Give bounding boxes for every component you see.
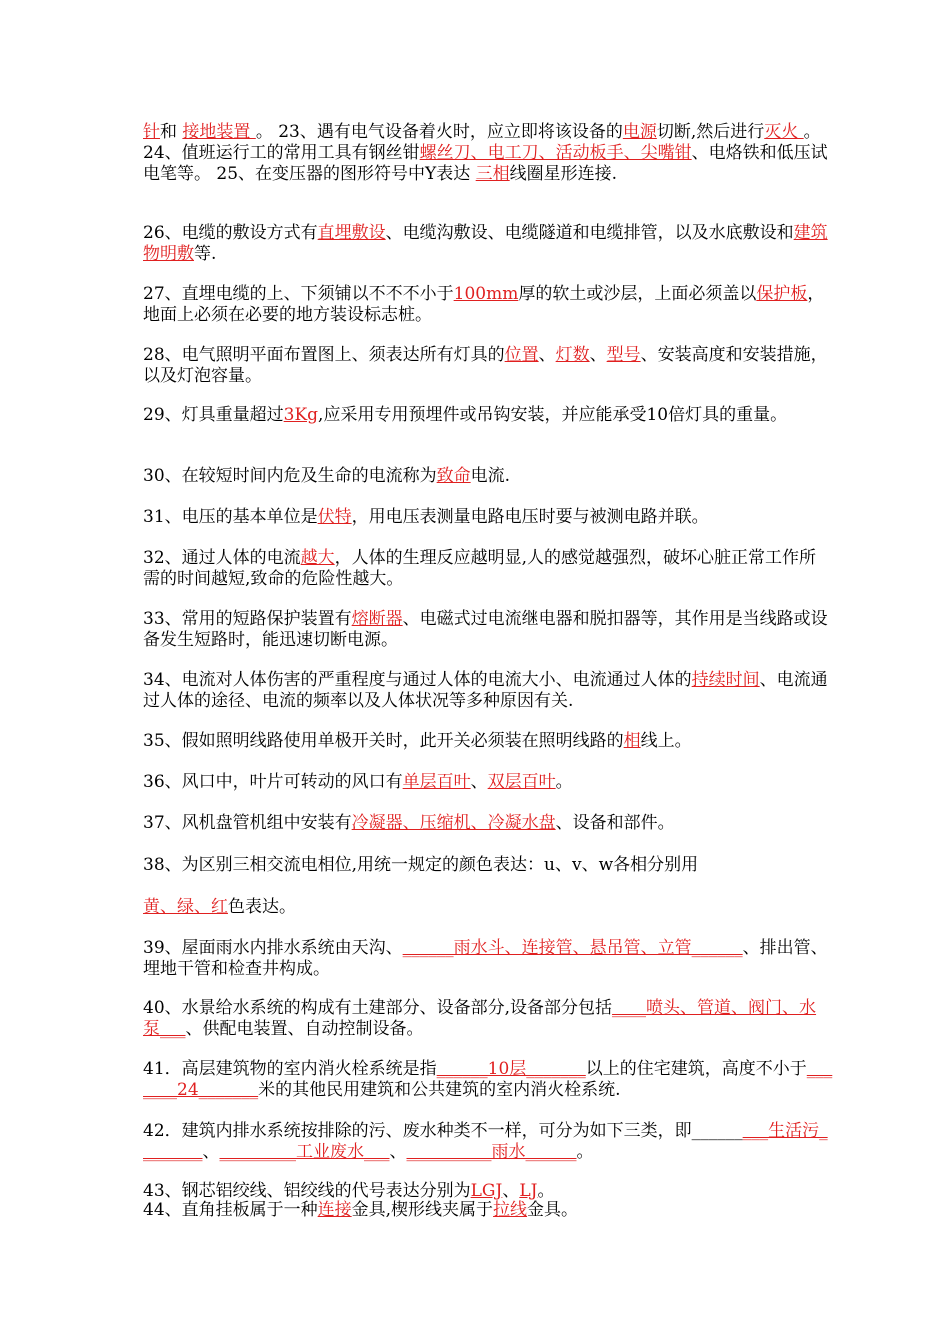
answer-text: ______雨水斗、连接管、悬吊管、立管______ <box>402 938 743 958</box>
question-text: 、排出管、埋地干管和检查井构成。 <box>143 938 828 979</box>
question-text: 。 24、值班运行工的常用工具有钢丝钳 <box>143 122 821 163</box>
question-text: 43、钢芯铝绞线、铝绞线的代号表达分别为 <box>143 1181 471 1201</box>
question-text: 37、风机盘管机组中安装有 <box>143 813 352 833</box>
answer-text: ____喷头、管道、阀门、水泵___ <box>143 998 817 1039</box>
question-42 <box>143 1121 833 1163</box>
answer-text: 冷凝器、压缩机、冷凝水盘 <box>351 813 556 833</box>
question-text: 、 <box>538 345 556 365</box>
answer-text: 相 <box>623 731 641 751</box>
answer-text: 拉线 <box>493 1200 528 1220</box>
question-text: 金具,楔形线夹属于 <box>351 1200 494 1220</box>
question-28 <box>143 345 833 387</box>
question-text: 27、直埋电缆的上、下须铺以不不不小于 <box>143 284 454 304</box>
question-text: 等. <box>194 244 217 264</box>
question-26 <box>143 223 833 265</box>
answer-text: 伏特 <box>317 507 352 527</box>
answer-text: _________工业废水___ <box>219 1142 390 1162</box>
question-text: 。 <box>576 1142 594 1162</box>
question-text: 米的其他民用建筑和公共建筑的室内消火栓系统. <box>258 1080 621 1100</box>
question-text: 切断,然后进行 <box>656 122 765 142</box>
question-text: 28、电气照明平面布置图上、须表达所有灯具的 <box>143 345 505 365</box>
question-text: 、供配电装置、自动控制设备。 <box>185 1019 424 1039</box>
question-31 <box>143 507 833 528</box>
question-text: 厚的软土或沙层，上面必须盖以 <box>518 284 757 304</box>
question-38-line1 <box>143 855 833 876</box>
question-text: ，地面上必须在必要的地方装设标志桩。 <box>143 284 825 325</box>
question-41 <box>143 1059 833 1101</box>
question-text: 、 <box>502 1181 520 1201</box>
question-text: 33、常用的短路保护装置有 <box>143 609 352 629</box>
answer-text: 灭火 <box>764 122 804 142</box>
question-35 <box>143 731 833 752</box>
question-text: 35、假如照明线路使用单极开关时，此开关必须装在照明线路的 <box>143 731 624 751</box>
question-text: 29、灯具重量超过 <box>143 405 284 425</box>
question-29 <box>143 405 833 426</box>
answer-text: 型号 <box>606 345 641 365</box>
answer-text: 连接 <box>317 1200 352 1220</box>
answer-text: 针 <box>143 122 160 142</box>
answer-text: 100mm <box>453 284 519 304</box>
question-text: 40、水景给水系统的构成有土建部分、设备部分,设备部分包括 <box>143 998 613 1018</box>
question-text: 31、电压的基本单位是 <box>143 507 318 527</box>
question-text: 30、在较短时间内危及生命的电流称为 <box>143 466 437 486</box>
answer-text: 双层百叶 <box>487 772 556 792</box>
question-text: 。 <box>537 1181 555 1201</box>
question-36 <box>143 772 833 793</box>
question-22-25 <box>143 122 833 185</box>
question-text: 线上。 <box>640 731 692 751</box>
question-44 <box>143 1200 833 1221</box>
question-33 <box>143 609 833 651</box>
question-text: 线圈星形连接. <box>509 164 618 184</box>
question-39 <box>143 938 833 980</box>
question-text: ，用电压表测量电路电压时要与被测电路并联。 <box>351 507 709 527</box>
answer-text: 接地装置 <box>182 122 256 142</box>
question-text: 、 <box>202 1142 220 1162</box>
question-text: 和 <box>160 122 183 142</box>
question-text: 以上的住宅建筑，高度不小于 <box>585 1059 807 1079</box>
answer-text: LJ <box>519 1181 538 1201</box>
question-40 <box>143 998 833 1040</box>
question-37 <box>143 813 833 834</box>
question-text: 、 <box>470 772 488 792</box>
question-text: 26、电缆的敷设方式有 <box>143 223 318 243</box>
answer-text: 越大 <box>300 548 335 568</box>
question-text: 、电烙铁和低压试电笔等。 25、在变压器的图形符号中Y表达 <box>143 143 828 184</box>
question-27 <box>143 284 833 326</box>
answer-text: 黄、绿、红 <box>143 897 228 917</box>
question-text: 41．高层建筑物的室内消火栓系统是指 <box>143 1059 437 1079</box>
question-text: 、安装高度和安装措施，以及灯泡容量。 <box>143 345 828 386</box>
question-32 <box>143 548 833 590</box>
answer-text: ___生活污________ <box>143 1121 828 1162</box>
answer-text: 保护板 <box>756 284 808 304</box>
answer-text: 3Kg <box>283 405 319 425</box>
question-text: 38、为区别三相交流电相位,用统一规定的颜色表达：u、v、w各相分别用 <box>143 855 699 875</box>
question-38-line2 <box>143 897 833 918</box>
answer-text: 致命 <box>436 466 471 486</box>
question-text: 42．建筑内排水系统按排除的污、废水种类不一样，可分为如下三类，即______ <box>143 1121 743 1141</box>
answer-text: 单层百叶 <box>402 772 471 792</box>
question-text: 、电缆沟敷设、电缆隧道和电缆排管，以及水底敷设和 <box>385 223 794 243</box>
question-text: 、 <box>389 1142 407 1162</box>
question-text: 32、通过人体的电流 <box>143 548 301 568</box>
question-30 <box>143 466 833 487</box>
question-34 <box>143 670 833 712</box>
answer-text: _______24_______ <box>143 1059 833 1100</box>
question-text: 色表达。 <box>228 897 296 917</box>
question-text: ，人体的生理反应越明显,人的感觉越强烈，破坏心脏正常工作所需的时间越短,致命的危险性越大。 <box>143 548 817 589</box>
answer-text: 直埋敷设 <box>317 223 386 243</box>
answer-text: LGJ <box>470 1181 503 1201</box>
answer-text: ______10层_______ <box>436 1059 586 1079</box>
answer-text: 螺丝刀、电工刀、活动板手、尖嘴钳 <box>419 143 692 163</box>
answer-text: 灯数 <box>555 345 590 365</box>
question-text: 、设备和部件。 <box>555 813 675 833</box>
answer-text: 建筑物明敷 <box>143 223 828 264</box>
question-text: 、 <box>589 345 607 365</box>
question-text: ,应采用专用预埋件或吊钩安装，并应能承受10倍灯具的重量。 <box>318 405 788 425</box>
answer-text: __________雨水______ <box>406 1142 577 1162</box>
question-text: 、电流通过人体的途径、电流的频率以及人体状况等多种原因有关. <box>143 670 828 711</box>
question-text: 39、屋面雨水内排水系统由天沟、 <box>143 938 403 958</box>
answer-text: 位置 <box>504 345 539 365</box>
question-text: 、电磁式过电流继电器和脱扣器等，其作用是当线路或设备发生短路时，能迅速切断电源。 <box>143 609 828 650</box>
question-text: 。 <box>555 772 573 792</box>
answer-text: 持续时间 <box>691 670 760 690</box>
question-text: 。 23、遇有电气设备着火时，应立即将该设备的 <box>255 122 623 142</box>
answer-text: 电源 <box>622 122 657 142</box>
question-text: 金具。 <box>527 1200 579 1220</box>
question-text: 36、风口中，叶片可转动的风口有 <box>143 772 403 792</box>
question-text: 44、直角挂板属于一种 <box>143 1200 318 1220</box>
answer-text: 熔断器 <box>351 609 403 629</box>
question-43 <box>143 1181 833 1202</box>
answer-text: 三相 <box>475 164 510 184</box>
question-text: 34、电流对人体伤害的严重程度与通过人体的电流大小、电流通过人体的 <box>143 670 692 690</box>
question-text: 电流. <box>470 466 511 486</box>
